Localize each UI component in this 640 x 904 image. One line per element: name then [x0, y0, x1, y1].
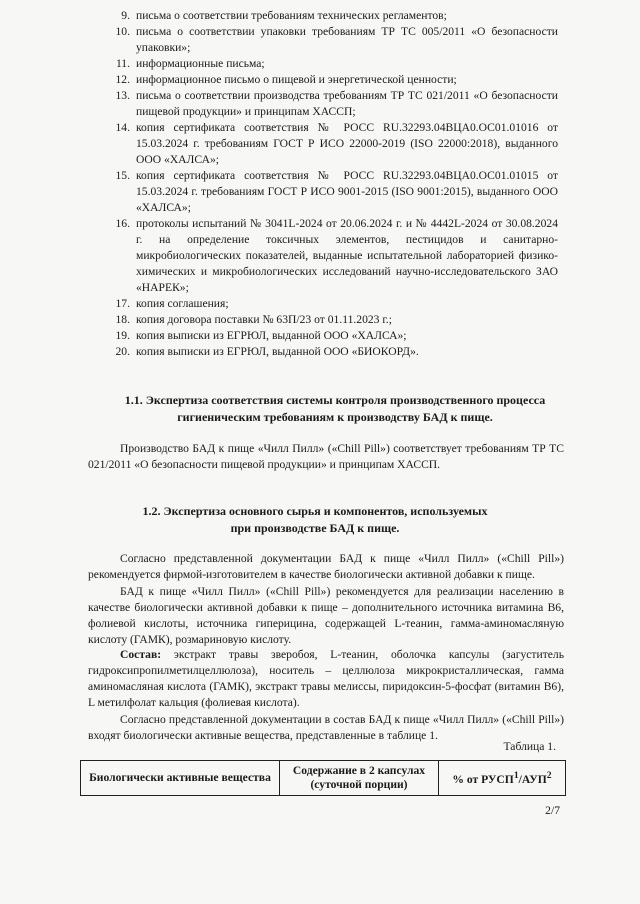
- section-1-1-text: Производство БАД к пище «Чилл Пилл» («Chill Pill») соответствует требованиям ТР ТС 021/2011 «О безопасности пищевой продукции» и принципам ХАССП.: [88, 442, 564, 471]
- list-item-text: письма о соответствии требованиям технических регламентов;: [136, 9, 447, 22]
- list-item-number: 10.: [115, 25, 130, 38]
- section-heading-line: 1.2. Экспертиза основного сырья и компонентов, используемых: [142, 504, 488, 518]
- list-item-text: копия выписки из ЕГРЮЛ, выданной ООО «БИОКОРД».: [136, 345, 419, 358]
- list-item-text: копия договора поставки № 63П/23 от 01.11.2023 г.;: [136, 313, 392, 326]
- col3-text: % от РУСП: [452, 772, 514, 786]
- list-item: [108, 312, 558, 328]
- paragraph: БАД к пище «Чилл Пилл» («Chill Pill») рекомендуется для реализации населению в качестве биологически активной добавки к пище – дополнительного источника витамина В6, фолиевой кислоты, источника гиперицина, содержащей L-теанин, гамма-аминомасляную кислоту (ГАМК), розмариновую кислоту.: [88, 585, 564, 646]
- list-item-number: 14.: [115, 121, 130, 134]
- list-item-number: 9.: [121, 9, 130, 22]
- section-heading-1-1: [100, 392, 570, 426]
- table-caption: Таблица 1.: [503, 740, 556, 753]
- list-item-number: 15.: [115, 169, 130, 182]
- list-item: [108, 168, 558, 216]
- list-item-text: копия соглашения;: [136, 297, 229, 310]
- section-heading-line: при производстве БАД к пище.: [230, 521, 400, 535]
- list-item-number: 16.: [115, 217, 130, 230]
- list-item-text: копия сертификата соответствия № РОСС RU.32293.04ВЦА0.ОС01.01015 от 15.03.2024 г. требованиям ГОСТ Р ИСО 9001-2015 (ISO 9001:2015), выданного ООО «ХАЛСА»;: [136, 169, 558, 214]
- list-item-text: информационные письма;: [136, 57, 265, 70]
- footnote-mark: 2: [546, 770, 552, 782]
- list-item: [108, 8, 558, 24]
- table-col-header: Биологически активные вещества: [81, 761, 280, 796]
- composition-text: экстракт травы зверобоя, L-теанин, оболочка капсулы (загуститель гидроксипропилметилцеллюлоза), носитель – целлюлоза микрокристаллическая, гамма аминомасляная кислота (ГАМК), экстракт травы мелиссы, пиридоксин-5-фосфат (витамин В6), L метилфолат кальция (фолиевая кислота).: [88, 648, 564, 709]
- table-col-header: Содержание в 2 капсулах (суточной порции): [280, 761, 439, 796]
- list-item: [108, 120, 558, 168]
- document-list: [108, 8, 558, 360]
- list-item-number: 11.: [115, 57, 130, 70]
- list-item-number: 19.: [115, 329, 130, 342]
- list-item-text: копия выписки из ЕГРЮЛ, выданной ООО «ХАЛСА»;: [136, 329, 407, 342]
- section-heading-1-2: [80, 503, 550, 537]
- section-heading-line: 1.1. Экспертиза соответствия системы контроля производственного процесса: [124, 393, 546, 407]
- list-item-text: письма о соответствии производства требованиям ТР ТС 021/2011 «О безопасности пищевой продукции» и принципам ХАССП;: [136, 89, 558, 118]
- list-item-number: 20.: [115, 345, 130, 358]
- list-item: [108, 328, 558, 344]
- section-heading-line: гигиеническим требованиям к производству БАД к пище.: [177, 410, 493, 424]
- composition-label: Состав:: [120, 648, 162, 661]
- table-1-header: [80, 760, 566, 796]
- list-item: [108, 88, 558, 120]
- list-item: [108, 72, 558, 88]
- list-item-text: письма о соответствии упаковки требованиям ТР ТС 005/2011 «О безопасности упаковки»;: [136, 25, 558, 54]
- list-item-text: информационное письмо о пищевой и энергетической ценности;: [136, 73, 457, 86]
- paragraph: Согласно представленной документации БАД к пище «Чилл Пилл» («Chill Pill») рекомендуется фирмой-изготовителем в качестве биологически активной добавки к пище.: [88, 552, 564, 581]
- list-item-number: 18.: [115, 313, 130, 326]
- list-item-number: 13.: [115, 89, 130, 102]
- list-item: [108, 344, 558, 360]
- list-item: [108, 296, 558, 312]
- list-item-text: копия сертификата соответствия № РОСС RU.32293.04ВЦА0.ОС01.01016 от 15.03.2024 г. требованиям ГОСТ Р ИСО 22000-2019 (ISO 22000:2018), выданного ООО «ХАЛСА»;: [136, 121, 558, 166]
- footnote-mark: 1: [513, 770, 519, 782]
- list-item-number: 12.: [115, 73, 130, 86]
- table-col-header: [439, 761, 566, 796]
- list-item: [108, 24, 558, 56]
- list-item-text: протоколы испытаний № 3041L-2024 от 20.06.2024 г. и № 4442L-2024 от 30.08.2024 г. на определение токсичных элементов, пестицидов и санитарно-микробиологических показателей, выданные испытательной лабораторией физико-химических и микробиологических исследований научно-исследовательского ЗАО «НАРЕК»;: [136, 217, 558, 294]
- list-item-number: 17.: [115, 297, 130, 310]
- paragraph: Согласно представленной документации в состав БАД к пище «Чилл Пилл» («Chill Pill») входят биологически активные вещества, представленные в таблице 1.: [88, 713, 564, 742]
- list-item: [108, 216, 558, 296]
- page-number: 2/7: [545, 804, 560, 817]
- list-item: [108, 56, 558, 72]
- composition-paragraph: [88, 647, 564, 711]
- col3-text: /АУП: [518, 772, 547, 786]
